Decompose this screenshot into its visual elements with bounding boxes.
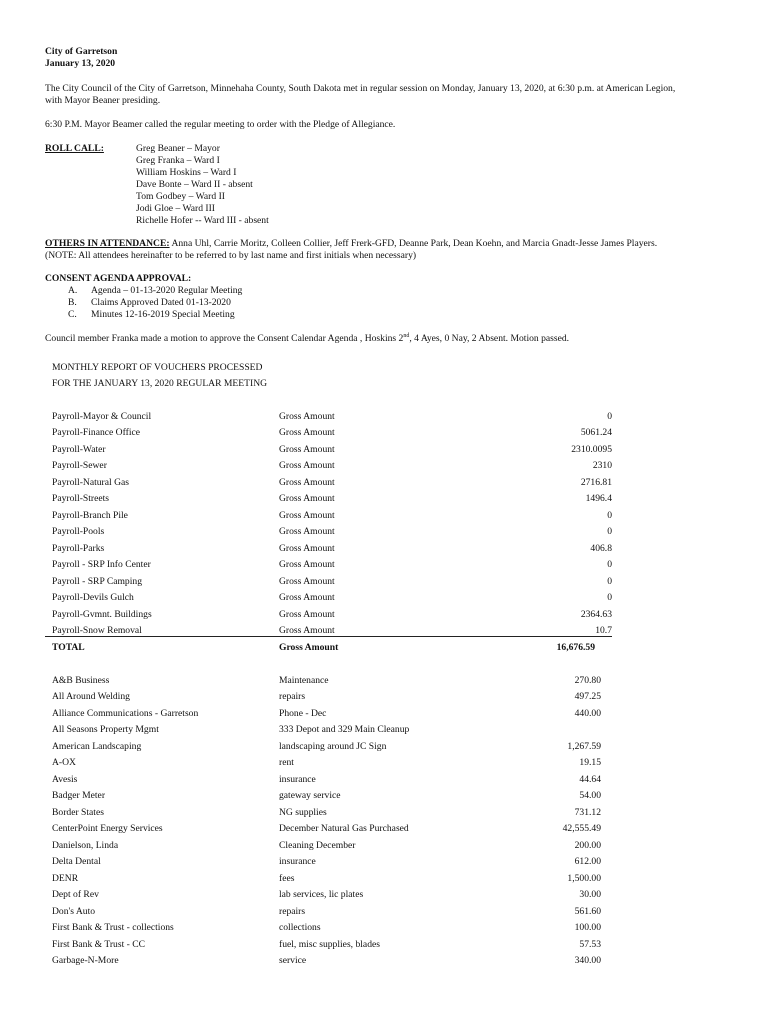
payroll-name: Payroll-Devils Gulch bbox=[52, 592, 134, 603]
payroll-name: Payroll-Branch Pile bbox=[52, 510, 128, 521]
payroll-amount: 0 bbox=[607, 510, 612, 521]
voucher-amount: 440.00 bbox=[574, 708, 601, 719]
voucher-vendor: All Around Welding bbox=[52, 691, 130, 702]
voucher-vendor: American Landscaping bbox=[52, 741, 142, 752]
table-row bbox=[52, 559, 612, 575]
voucher-amount: 44.64 bbox=[579, 774, 601, 785]
roll-call-member: Dave Bonte – Ward II - absent bbox=[136, 179, 253, 190]
voucher-description: fees bbox=[279, 873, 295, 884]
consent-item-text: Minutes 12-16-2019 Special Meeting bbox=[91, 309, 235, 320]
table-row bbox=[52, 823, 601, 839]
payroll-type: Gross Amount bbox=[279, 559, 335, 570]
payroll-amount: 0 bbox=[607, 592, 612, 603]
voucher-amount: 100.00 bbox=[574, 922, 601, 933]
voucher-description: NG supplies bbox=[279, 807, 327, 818]
voucher-description: repairs bbox=[279, 691, 306, 702]
voucher-description: rent bbox=[279, 757, 294, 768]
payroll-type: Gross Amount bbox=[279, 477, 335, 488]
payroll-amount: 2310 bbox=[592, 460, 612, 471]
table-row bbox=[52, 873, 601, 889]
voucher-description: collections bbox=[279, 922, 321, 933]
voucher-vendor: CenterPoint Energy Services bbox=[52, 823, 163, 834]
payroll-name: Payroll-Parks bbox=[52, 543, 105, 554]
intro-line-1: The City Council of the City of Garretson, Minnehaha County, South Dakota met in regular session on Monday, January 13, 2020, at 6:30 p.m. at American Legion, bbox=[45, 83, 676, 94]
table-row bbox=[52, 576, 612, 592]
table-row bbox=[52, 493, 612, 509]
report-title: MONTHLY REPORT OF VOUCHERS PROCESSED bbox=[52, 362, 263, 373]
table-row bbox=[52, 741, 601, 757]
voucher-description: insurance bbox=[279, 856, 316, 867]
roll-call-member: Jodi Gloe – Ward III bbox=[136, 203, 215, 214]
consent-item-letter: B. bbox=[68, 297, 77, 308]
payroll-type: Gross Amount bbox=[279, 427, 335, 438]
voucher-description: repairs bbox=[279, 906, 306, 917]
total-amount: 16,676.59 bbox=[556, 642, 595, 653]
call-to-order: 6:30 P.M. Mayor Beamer called the regular meeting to order with the Pledge of Allegiance. bbox=[45, 119, 396, 130]
voucher-vendor: Avesis bbox=[52, 774, 78, 785]
attendance-note: (NOTE: All attendees hereinafter to be referred to by last name and first initials when necessary) bbox=[45, 250, 417, 261]
payroll-name: Payroll - SRP Info Center bbox=[52, 559, 151, 570]
attendance-names: Anna Uhl, Carrie Moritz, Colleen Collier, Jeff Frerk-GFD, Deanne Park, Dean Koehn, and Marcia Gnadt-Jesse James Players. bbox=[169, 238, 658, 249]
voucher-description: Phone - Dec bbox=[279, 708, 327, 719]
consent-item-letter: A. bbox=[68, 285, 78, 296]
roll-call-member: Greg Beaner – Mayor bbox=[136, 143, 220, 154]
attendance-line bbox=[45, 238, 657, 250]
table-row bbox=[52, 840, 601, 856]
payroll-amount: 10.7 bbox=[595, 625, 612, 636]
voucher-amount: 30.00 bbox=[579, 889, 601, 900]
motion-text-before: Council member Franka made a motion to approve the Consent Calendar Agenda , Hoskins 2 bbox=[45, 333, 404, 344]
table-row bbox=[52, 724, 601, 740]
payroll-amount: 1496.4 bbox=[585, 493, 612, 504]
consent-item-text: Agenda – 01-13-2020 Regular Meeting bbox=[91, 285, 243, 296]
payroll-type: Gross Amount bbox=[279, 625, 335, 636]
voucher-amount: 54.00 bbox=[579, 790, 601, 801]
voucher-description: landscaping around JC Sign bbox=[279, 741, 387, 752]
voucher-vendor: First Bank & Trust - collections bbox=[52, 922, 174, 933]
voucher-amount: 270.80 bbox=[574, 675, 601, 686]
payroll-amount: 0 bbox=[607, 559, 612, 570]
meeting-date: January 13, 2020 bbox=[45, 58, 116, 69]
table-row bbox=[52, 592, 612, 608]
payroll-name: Payroll-Streets bbox=[52, 493, 110, 504]
voucher-description: fuel, misc supplies, blades bbox=[279, 939, 380, 950]
table-row bbox=[52, 411, 612, 427]
payroll-name: Payroll - SRP Camping bbox=[52, 576, 142, 587]
roll-call-member: William Hoskins – Ward I bbox=[136, 167, 237, 178]
table-row bbox=[52, 609, 612, 625]
payroll-name: Payroll-Water bbox=[52, 444, 106, 455]
motion-text-after: , 4 Ayes, 0 Nay, 2 Absent. Motion passed. bbox=[409, 333, 570, 344]
voucher-vendor: A&B Business bbox=[52, 675, 110, 686]
voucher-vendor: DENR bbox=[52, 873, 79, 884]
table-row bbox=[52, 427, 612, 443]
consent-motion bbox=[45, 333, 569, 345]
table-row bbox=[52, 510, 612, 526]
motion-superscript: nd bbox=[403, 332, 410, 339]
voucher-description: gateway service bbox=[279, 790, 341, 801]
voucher-amount: 340.00 bbox=[574, 955, 601, 966]
table-row bbox=[52, 757, 601, 773]
table-row bbox=[52, 708, 601, 724]
voucher-description: Maintenance bbox=[279, 675, 329, 686]
payroll-type: Gross Amount bbox=[279, 411, 335, 422]
payroll-type: Gross Amount bbox=[279, 526, 335, 537]
payroll-amount: 2716.81 bbox=[580, 477, 612, 488]
attendance-heading: OTHERS IN ATTENDANCE: bbox=[45, 238, 170, 249]
voucher-amount: 612.00 bbox=[574, 856, 601, 867]
table-row bbox=[52, 922, 601, 938]
table-row bbox=[52, 477, 612, 493]
total-divider bbox=[45, 636, 612, 637]
payroll-amount: 2364.63 bbox=[580, 609, 612, 620]
payroll-name: Payroll-Mayor & Council bbox=[52, 411, 152, 422]
payroll-amount: 0 bbox=[607, 576, 612, 587]
payroll-type: Gross Amount bbox=[279, 609, 335, 620]
payroll-type: Gross Amount bbox=[279, 460, 335, 471]
payroll-amount: 5061.24 bbox=[580, 427, 612, 438]
voucher-vendor: Badger Meter bbox=[52, 790, 106, 801]
payroll-amount: 0 bbox=[607, 411, 612, 422]
city-name: City of Garretson bbox=[45, 46, 118, 57]
consent-item-text: Claims Approved Dated 01-13-2020 bbox=[91, 297, 231, 308]
voucher-amount: 731.12 bbox=[574, 807, 601, 818]
table-row bbox=[52, 691, 601, 707]
payroll-type: Gross Amount bbox=[279, 543, 335, 554]
payroll-name: Payroll-Snow Removal bbox=[52, 625, 142, 636]
payroll-name: Payroll-Finance Office bbox=[52, 427, 141, 438]
table-row bbox=[52, 889, 601, 905]
voucher-amount: 200.00 bbox=[574, 840, 601, 851]
table-row bbox=[52, 906, 601, 922]
table-row bbox=[52, 790, 601, 806]
table-row bbox=[52, 543, 612, 559]
roll-call-heading: ROLL CALL: bbox=[45, 143, 104, 154]
voucher-description: service bbox=[279, 955, 307, 966]
payroll-name: Payroll-Sewer bbox=[52, 460, 107, 471]
roll-call-member: Tom Godbey – Ward II bbox=[136, 191, 225, 202]
voucher-vendor: Don's Auto bbox=[52, 906, 96, 917]
voucher-amount: 1,500.00 bbox=[567, 873, 601, 884]
voucher-vendor: First Bank & Trust - CC bbox=[52, 939, 146, 950]
voucher-amount: 57.53 bbox=[579, 939, 601, 950]
total-label: TOTAL bbox=[52, 642, 85, 653]
total-row bbox=[52, 642, 595, 658]
voucher-amount: 1,267.59 bbox=[567, 741, 601, 752]
voucher-description: lab services, lic plates bbox=[279, 889, 364, 900]
table-row bbox=[52, 774, 601, 790]
payroll-name: Payroll-Gvmnt. Buildings bbox=[52, 609, 152, 620]
table-row bbox=[52, 807, 601, 823]
voucher-description: December Natural Gas Purchased bbox=[279, 823, 409, 834]
roll-call-member: Richelle Hofer -- Ward III - absent bbox=[136, 215, 269, 226]
table-row bbox=[52, 955, 601, 971]
payroll-type: Gross Amount bbox=[279, 444, 335, 455]
payroll-type: Gross Amount bbox=[279, 493, 335, 504]
voucher-amount: 497.25 bbox=[574, 691, 601, 702]
voucher-vendor: Alliance Communications - Garretson bbox=[52, 708, 199, 719]
payroll-type: Gross Amount bbox=[279, 576, 335, 587]
table-row bbox=[52, 526, 612, 542]
voucher-description: 333 Depot and 329 Main Cleanup bbox=[279, 724, 410, 735]
consent-heading: CONSENT AGENDA APPROVAL: bbox=[45, 273, 192, 284]
payroll-type: Gross Amount bbox=[279, 510, 335, 521]
roll-call-member: Greg Franka – Ward I bbox=[136, 155, 220, 166]
table-row bbox=[52, 460, 612, 476]
voucher-vendor: Border States bbox=[52, 807, 104, 818]
table-row bbox=[52, 625, 612, 641]
consent-item-letter: C. bbox=[68, 309, 77, 320]
voucher-vendor: Dept of Rev bbox=[52, 889, 99, 900]
voucher-vendor: Danielson, Linda bbox=[52, 840, 119, 851]
payroll-amount: 0 bbox=[607, 526, 612, 537]
voucher-amount: 19.15 bbox=[579, 757, 601, 768]
voucher-vendor: All Seasons Property Mgmt bbox=[52, 724, 159, 735]
payroll-name: Payroll-Pools bbox=[52, 526, 105, 537]
voucher-vendor: A-OX bbox=[52, 757, 76, 768]
voucher-vendor: Delta Dental bbox=[52, 856, 101, 867]
payroll-name: Payroll-Natural Gas bbox=[52, 477, 129, 488]
table-row bbox=[52, 675, 601, 691]
intro-line-2: with Mayor Beaner presiding. bbox=[45, 95, 161, 106]
table-row bbox=[52, 939, 601, 955]
voucher-amount: 561.60 bbox=[574, 906, 601, 917]
report-subtitle: FOR THE JANUARY 13, 2020 REGULAR MEETING bbox=[52, 378, 268, 389]
total-type: Gross Amount bbox=[279, 642, 339, 653]
table-row bbox=[52, 444, 612, 460]
payroll-amount: 406.8 bbox=[590, 543, 612, 554]
voucher-amount: 42,555.49 bbox=[562, 823, 601, 834]
payroll-type: Gross Amount bbox=[279, 592, 335, 603]
voucher-vendor: Garbage-N-More bbox=[52, 955, 119, 966]
payroll-amount: 2310.0095 bbox=[571, 444, 612, 455]
voucher-description: Cleaning December bbox=[279, 840, 356, 851]
voucher-description: insurance bbox=[279, 774, 316, 785]
table-row bbox=[52, 856, 601, 872]
